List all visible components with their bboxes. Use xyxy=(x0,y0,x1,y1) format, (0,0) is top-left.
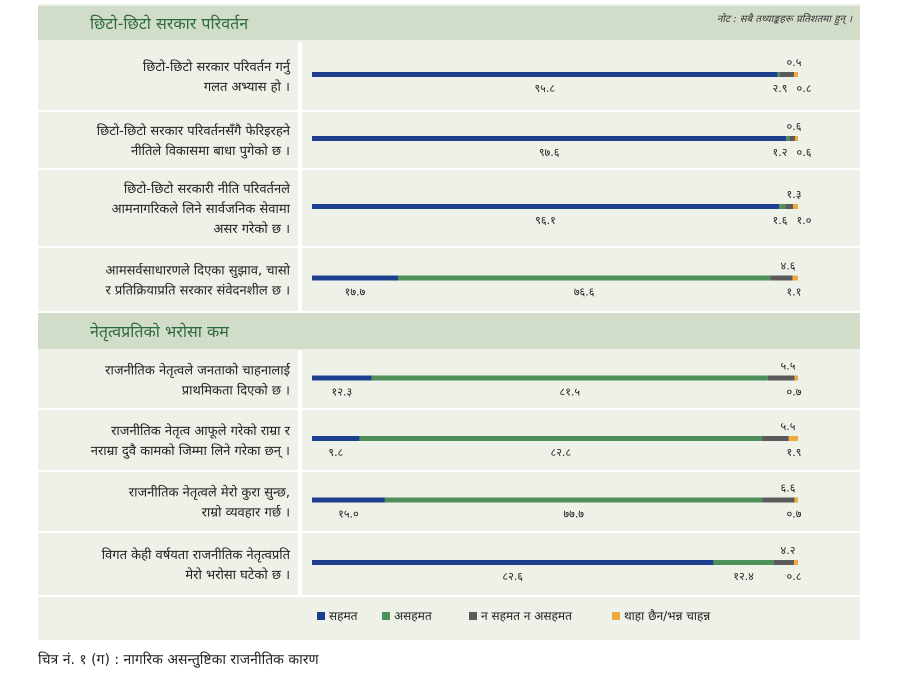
value-label: ०.६ xyxy=(786,120,802,133)
value-label: १७.७ xyxy=(344,285,366,299)
value-label: ०.५ xyxy=(786,56,802,69)
bar-segment-dontknow xyxy=(795,376,798,381)
value-label: १२.४ xyxy=(733,570,754,583)
legend-label: थाहा छैन/भन्न चाहन्न xyxy=(624,609,711,623)
row-label: राम्रो व्यवहार गर्छ । xyxy=(201,505,290,521)
value-label: ५.५ xyxy=(780,420,796,433)
value-label: ९.८ xyxy=(328,446,344,459)
row-separator xyxy=(38,246,860,248)
row-label: छिटो-छिटो सरकार परिवर्तनसँगै फेरिइरहने xyxy=(96,124,290,139)
row-label: राजनीतिक नेतृत्वले मेरो कुरा सुन्छ, xyxy=(128,485,290,501)
row-separator xyxy=(38,531,860,533)
bar-segment-disagree xyxy=(398,276,770,281)
value-label: ०.७ xyxy=(786,385,802,399)
value-label: १.० xyxy=(796,214,812,227)
row-label: विगत केही वर्षयता राजनीतिक नेतृत्वप्रति xyxy=(101,548,290,563)
legend-label: न सहमत न असहमत xyxy=(481,609,572,623)
value-label: ७६.६ xyxy=(573,285,595,299)
column-divider xyxy=(298,351,302,595)
row-separator xyxy=(38,470,860,472)
bar-segment-agree xyxy=(312,498,385,503)
bar-segment-neutral xyxy=(763,498,795,503)
column-divider xyxy=(298,42,302,311)
row-label: राजनीतिक नेतृत्वले जनताको चाहनालाई xyxy=(105,363,290,379)
value-label: ०.६ xyxy=(796,146,812,159)
bar-segment-disagree xyxy=(385,498,763,503)
value-label: २.९ xyxy=(772,82,788,95)
row-label: आमनागरिकले लिने सार्वजनिक सेवामा xyxy=(111,202,290,217)
bar-segment-disagree xyxy=(786,136,789,141)
bar-segment-agree xyxy=(312,560,713,565)
value-label: ८२.८ xyxy=(550,446,572,459)
value-label: ८२.६ xyxy=(502,570,524,583)
bar-segment-agree xyxy=(312,376,372,381)
section-title: नेतृत्वप्रतिको भरोसा कम xyxy=(90,322,229,341)
figure-caption: चित्र नं. १ (ग) : नागरिक असन्तुष्टिका राजनीतिक कारण xyxy=(38,652,319,668)
value-label: १.३ xyxy=(786,188,802,201)
bar-segment-agree xyxy=(312,436,360,441)
row-separator xyxy=(38,311,860,313)
value-label: ०.८ xyxy=(786,570,802,583)
section-title: छिटो-छिटो सरकार परिवर्तन xyxy=(90,14,249,33)
row-label: असर गरेको छ । xyxy=(213,222,290,237)
value-label: ०.७ xyxy=(786,507,802,521)
legend-swatch xyxy=(317,612,325,620)
row-label: गलत अभ्यास हो । xyxy=(203,80,290,95)
bar-segment-neutral xyxy=(762,436,789,441)
value-label: ९६.१ xyxy=(535,214,556,227)
value-label: १५.० xyxy=(338,507,359,521)
bar-segment-agree xyxy=(312,136,786,141)
bar-segment-dontknow xyxy=(793,276,798,281)
bar-segment-disagree xyxy=(778,72,780,77)
bar-segment-neutral xyxy=(770,276,792,281)
legend-swatch xyxy=(612,612,620,620)
bar-segment-agree xyxy=(312,204,779,209)
value-label: १.६ xyxy=(772,214,788,227)
bar-segment-agree xyxy=(312,276,398,281)
row-separator xyxy=(38,168,860,170)
value-label: ८१.५ xyxy=(559,385,581,399)
value-label: ४.६ xyxy=(780,259,796,273)
bar-segment-neutral xyxy=(774,560,794,565)
row-label: छिटो-छिटो सरकारी नीति परिवर्तनले xyxy=(123,182,290,197)
value-label: १.९ xyxy=(786,446,802,459)
row-separator xyxy=(38,595,860,597)
bar-segment-disagree xyxy=(360,436,762,441)
row-label: मेरो भरोसा घटेको छ । xyxy=(185,568,290,583)
bar-segment-dontknow xyxy=(795,136,798,141)
bar-segment-disagree xyxy=(713,560,773,565)
value-label: ९७.६ xyxy=(538,146,560,159)
legend-swatch xyxy=(382,612,390,620)
row-separator xyxy=(38,110,860,112)
bar-segment-dontknow xyxy=(794,72,798,77)
value-label: १.१ xyxy=(786,285,802,299)
row-label: आमसर्वसाधारणले दिएका सुझाव, चासो xyxy=(105,263,290,279)
bar-segment-dontknow xyxy=(793,204,798,209)
legend-label: सहमत xyxy=(329,609,358,623)
row-label: छिटो-छिटो सरकार परिवर्तन गर्नु xyxy=(142,60,290,75)
legend-label: असहमत xyxy=(394,609,432,623)
bar-segment-disagree xyxy=(372,376,768,381)
value-label: ५.५ xyxy=(780,359,796,373)
value-label: ९५.८ xyxy=(534,82,556,95)
bar-segment-dontknow xyxy=(795,498,798,503)
value-label: ४.२ xyxy=(780,544,796,557)
value-label: ७७.७ xyxy=(563,507,585,521)
bar-segment-disagree xyxy=(779,204,785,209)
value-label: १२.३ xyxy=(331,385,353,399)
bar-segment-neutral xyxy=(780,72,794,77)
row-label: प्राथमिकता दिएको छ । xyxy=(181,383,290,399)
value-label: ०.८ xyxy=(796,82,812,95)
bar-segment-neutral xyxy=(785,204,793,209)
legend-swatch xyxy=(469,612,477,620)
row-label: नीतिले विकासमा बाधा पुगेको छ । xyxy=(131,144,290,159)
bar-segment-dontknow xyxy=(789,436,798,441)
bar-segment-dontknow xyxy=(794,560,798,565)
row-label: राजनीतिक नेतृत्व आफूले गरेको राम्रा र xyxy=(111,424,290,439)
row-separator xyxy=(38,408,860,410)
note-text: नोट : सबै तथ्याङ्कहरू प्रतिशतमा हुन् । xyxy=(716,14,852,25)
bar-segment-agree xyxy=(312,72,778,77)
bar-segment-neutral xyxy=(789,136,795,141)
row-label: नराम्रा दुवै कामको जिम्मा लिने गरेका छन् । xyxy=(90,444,290,459)
bar-segment-neutral xyxy=(768,376,795,381)
row-label: र प्रतिक्रियाप्रति सरकार संवेदनशील छ । xyxy=(105,283,290,299)
value-label: १.२ xyxy=(772,146,788,159)
value-label: ६.६ xyxy=(780,481,796,495)
